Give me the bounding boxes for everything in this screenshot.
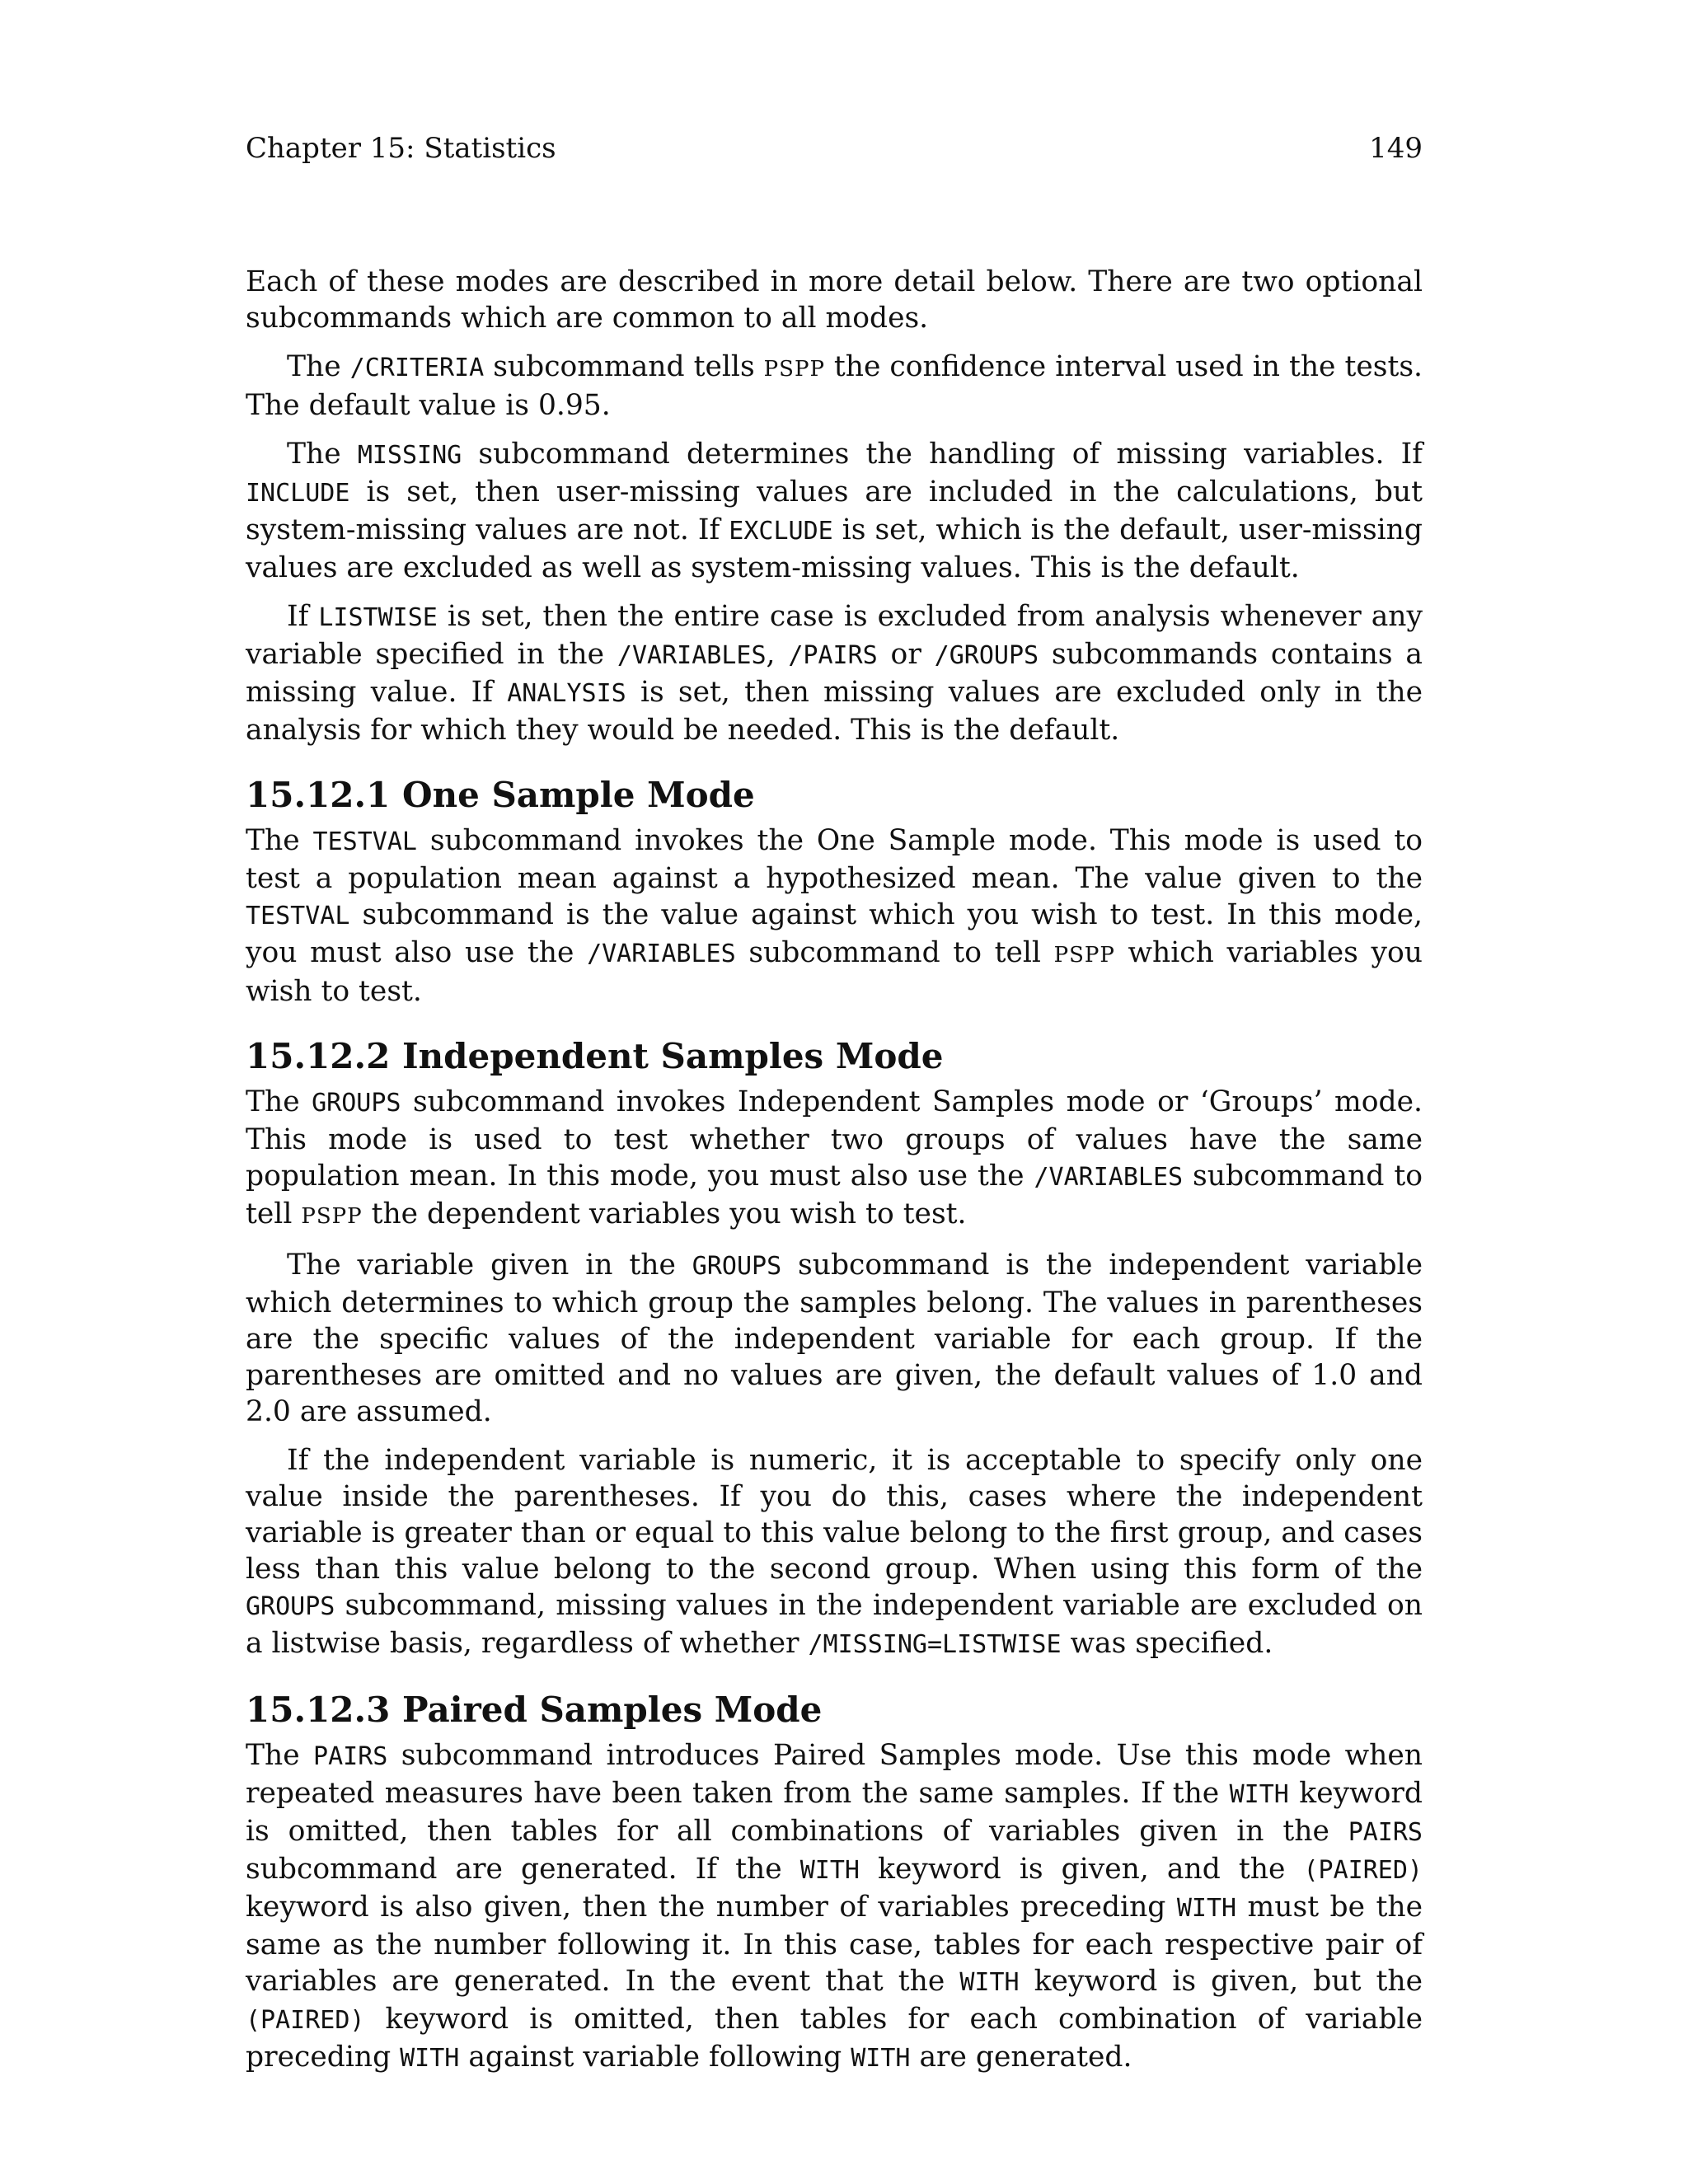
page-body (246, 264, 1423, 2089)
section-paragraph: The GROUPS subcommand invokes Independent Samples mode or ‘Groups’ mode. This mode is used to test whether two groups of values have the same population mean. In this mode, you must also use the /VARIABLES subcommand to tell PSPP the dependent variables you wish to test. (246, 1085, 1423, 1230)
section-heading: 15.12.2 Independent Samples Mode (246, 1036, 944, 1076)
intro-paragraph: Each of these modes are described in more detail below. There are two optional subcommands which are common to all modes. (246, 265, 1423, 335)
intro-paragraph: If LISTWISE is set, then the entire case is excluded from analysis whenever any variable specified in the /VARIABLES, /PAIRS or /GROUPS subcommands contains a missing value. If ANALYSIS is set, then missing values are excluded only in the analysis for which they would be needed. This is the default. (246, 600, 1423, 747)
section-paragraph: The TESTVAL subcommand invokes the One Sample mode. This mode is used to test a population mean against a hypothesized mean. The value given to the TESTVAL subcommand is the value against which you wish to test. In this mode, you must also use the /VARIABLES subcommand to tell PSPP which variables you wish to test. (246, 824, 1423, 1008)
page-number: 149 (1369, 132, 1423, 165)
intro-paragraph: The MISSING subcommand determines the handling of missing variables. If INCLUDE is set, then user-missing values are included in the calculations, but system-missing values are not. If EXCLUDE is set, which is the default, user-missing values are excluded as well as system-missing values. This is the default. (246, 438, 1423, 584)
running-header (246, 132, 1423, 165)
section-paragraph: The PAIRS subcommand introduces Paired Samples mode. Use this mode when repeated measures have been taken from the same samples. If the WITH keyword is omitted, then tables for all combinations of variables given in the PAIRS subcommand are generated. If the WITH keyword is given, and the (PAIRED) keyword is also given, then the number of variables preceding WITH must be the same as the number following it. In this case, tables for each respective pair of variables are generated. In the event that the WITH keyword is given, but the (PAIRED) keyword is omitted, then tables for each combination of variable preceding WITH against variable following WITH are generated. (246, 1739, 1423, 2074)
intro-paragraph: The /CRITERIA subcommand tells PSPP the confidence interval used in the tests. The default value is 0.95. (246, 350, 1423, 422)
section-heading: 15.12.3 Paired Samples Mode (246, 1690, 823, 1730)
section-paragraph: The variable given in the GROUPS subcommand is the independent variable which determines to which group the samples belong. The values in parentheses are the specific values of the independent variable for each group. If the parentheses are omitted and no values are given, the default values of 1.0 and 2.0 are assumed. (246, 1249, 1423, 1428)
section-heading: 15.12.1 One Sample Mode (246, 775, 755, 815)
chapter-title: Chapter 15: Statistics (246, 132, 556, 165)
section-paragraph: If the independent variable is numeric, it is acceptable to specify only one value inside the parentheses. If you do this, cases where the independent variable is greater than or equal to this value belong to the first group, and cases less than this value belong to the second group. When using this form of the GROUPS subcommand, missing values in the independent variable are excluded on a listwise basis, regardless of whether /MISSING=LISTWISE was specified. (246, 1444, 1423, 1660)
